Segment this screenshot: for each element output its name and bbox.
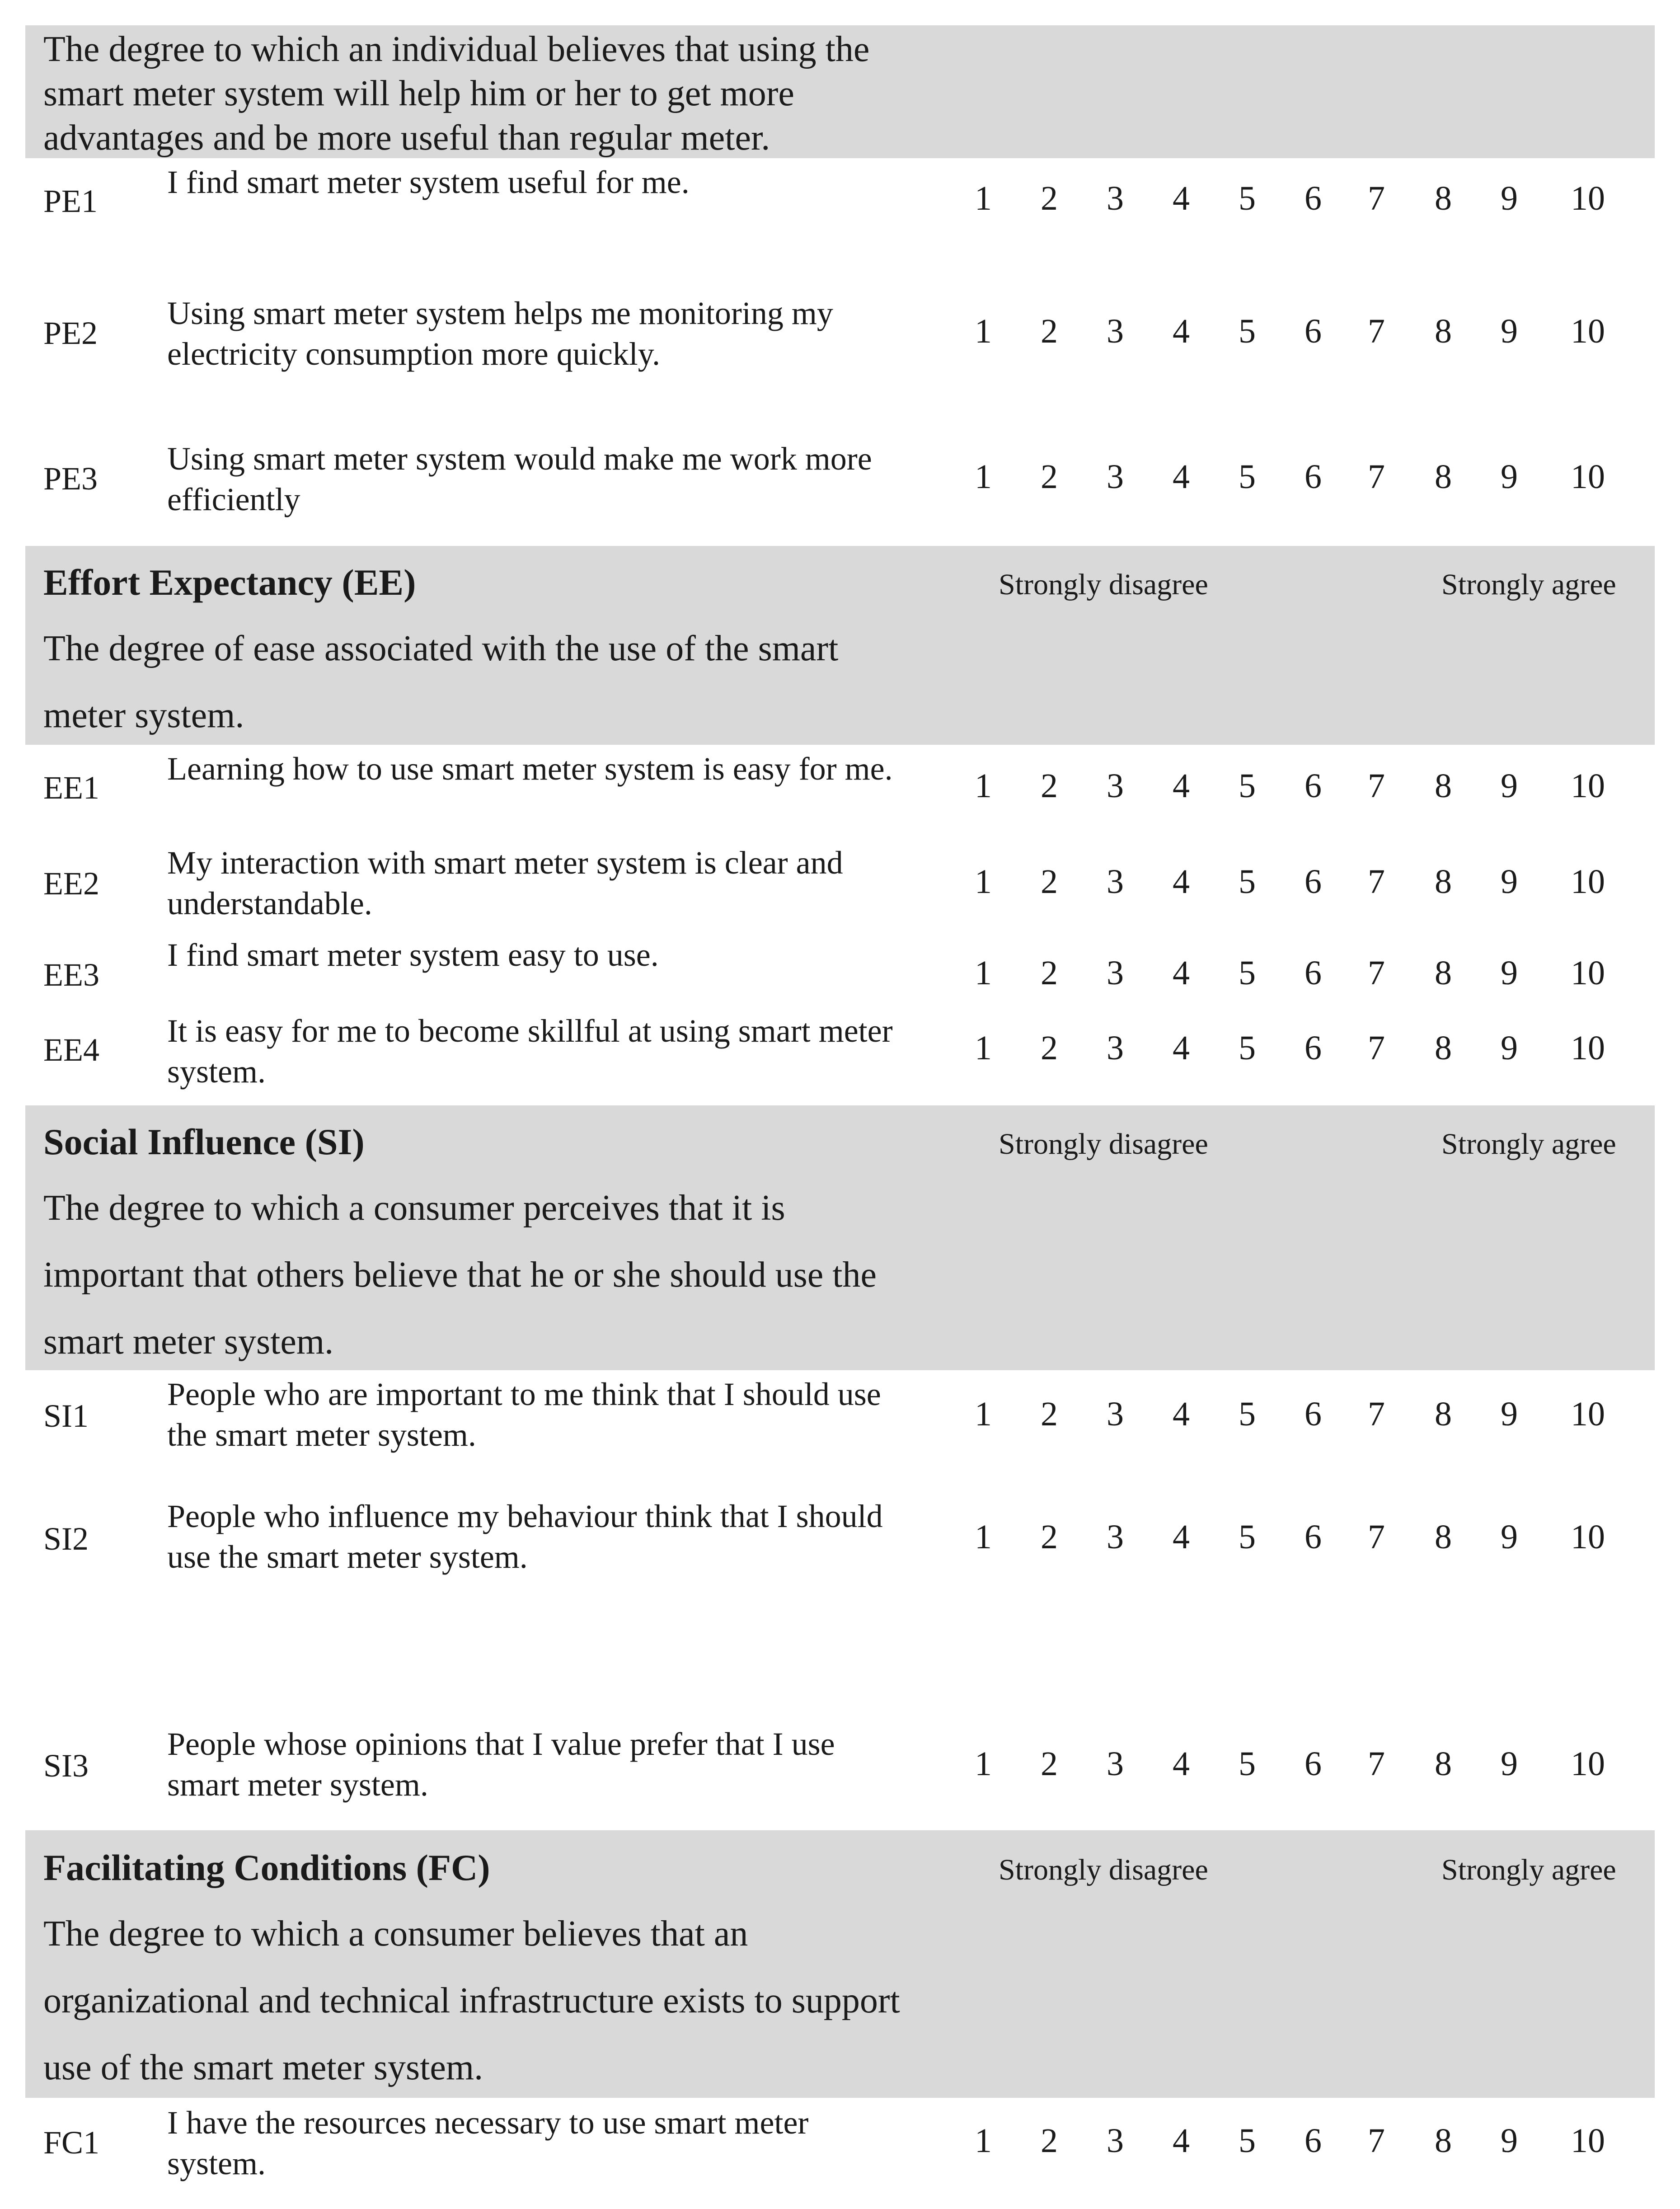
item-statement: I have the resources necessary to use smart meter [167, 2105, 809, 2141]
scale-option-7[interactable]: 7 [1368, 863, 1385, 901]
pe-description-line: smart meter system will help him or her to get more [43, 74, 794, 113]
scale-option-5[interactable]: 5 [1239, 312, 1256, 350]
scale-option-10[interactable]: 10 [1571, 458, 1605, 496]
scale-option-3[interactable]: 3 [1107, 863, 1124, 901]
item-statement: system. [167, 1053, 266, 1090]
scale-option-6[interactable]: 6 [1305, 1518, 1322, 1556]
scale-option-7[interactable]: 7 [1368, 1745, 1385, 1783]
scale-option-6[interactable]: 6 [1305, 767, 1322, 805]
scale-option-1[interactable]: 1 [975, 179, 992, 217]
rating-scale[interactable] [965, 1395, 1670, 1440]
scale-option-2[interactable]: 2 [1041, 2122, 1058, 2160]
scale-label-left: Strongly disagree [999, 1853, 1208, 1886]
scale-option-9[interactable]: 9 [1501, 767, 1518, 805]
scale-option-4[interactable]: 4 [1173, 2122, 1190, 2160]
scale-option-2[interactable]: 2 [1041, 863, 1058, 901]
scale-option-5[interactable]: 5 [1239, 179, 1256, 217]
scale-option-8[interactable]: 8 [1435, 2122, 1452, 2160]
scale-option-6[interactable]: 6 [1305, 1395, 1322, 1433]
scale-label-left: Strongly disagree [999, 568, 1208, 601]
scale-option-8[interactable]: 8 [1435, 1395, 1452, 1433]
scale-option-2[interactable]: 2 [1041, 1029, 1058, 1067]
item-code: EE1 [43, 770, 99, 806]
pe-description-line: advantages and be more useful than regular meter. [43, 118, 770, 158]
scale-option-1[interactable]: 1 [975, 954, 992, 992]
scale-option-6[interactable]: 6 [1305, 312, 1322, 350]
scale-option-8[interactable]: 8 [1435, 458, 1452, 496]
fc-description-line: The degree to which a consumer believes that an [43, 1914, 748, 1954]
scale-label-right: Strongly agree [1441, 568, 1616, 601]
scale-option-2[interactable]: 2 [1041, 767, 1058, 805]
scale-option-7[interactable]: 7 [1368, 312, 1385, 350]
rating-scale[interactable] [965, 954, 1670, 999]
scale-option-5[interactable]: 5 [1239, 1029, 1256, 1067]
scale-option-4[interactable]: 4 [1173, 312, 1190, 350]
item-code: SI3 [43, 1748, 89, 1784]
scale-option-9[interactable]: 9 [1501, 179, 1518, 217]
rating-scale[interactable] [965, 312, 1670, 357]
section-title: Effort Expectancy (EE) [43, 562, 416, 603]
item-statement: smart meter system. [167, 1767, 428, 1803]
scale-option-10[interactable]: 10 [1571, 863, 1605, 901]
scale-option-7[interactable]: 7 [1368, 1029, 1385, 1067]
scale-option-8[interactable]: 8 [1435, 863, 1452, 901]
scale-option-2[interactable]: 2 [1041, 458, 1058, 496]
scale-option-5[interactable]: 5 [1239, 1518, 1256, 1556]
scale-option-10[interactable]: 10 [1571, 2122, 1605, 2160]
item-statement: efficiently [167, 481, 300, 517]
rating-scale[interactable] [965, 2121, 1670, 2167]
scale-option-8[interactable]: 8 [1435, 1029, 1452, 1067]
item-statement: the smart meter system. [167, 1417, 476, 1453]
ee-description-line: The degree of ease associated with the use of the smart [43, 629, 839, 668]
fc-description-line: organizational and technical infrastructure exists to support [43, 1981, 900, 2021]
scale-option-4[interactable]: 4 [1173, 863, 1190, 901]
pe-description-line: The degree to which an individual believes that using the [43, 29, 870, 69]
scale-option-2[interactable]: 2 [1041, 1395, 1058, 1433]
scale-option-7[interactable]: 7 [1368, 458, 1385, 496]
rating-scale[interactable] [965, 862, 1670, 907]
scale-option-9[interactable]: 9 [1501, 458, 1518, 496]
scale-option-9[interactable]: 9 [1501, 1745, 1518, 1783]
scale-option-9[interactable]: 9 [1501, 863, 1518, 901]
scale-option-3[interactable]: 3 [1107, 2122, 1124, 2160]
scale-option-4[interactable]: 4 [1173, 1029, 1190, 1067]
scale-option-8[interactable]: 8 [1435, 1745, 1452, 1783]
scale-option-7[interactable]: 7 [1368, 767, 1385, 805]
scale-option-4[interactable]: 4 [1173, 1745, 1190, 1783]
scale-option-8[interactable]: 8 [1435, 954, 1452, 992]
scale-option-10[interactable]: 10 [1571, 1395, 1605, 1433]
scale-option-3[interactable]: 3 [1107, 179, 1124, 217]
scale-option-2[interactable]: 2 [1041, 1518, 1058, 1556]
item-code: PE2 [43, 315, 98, 351]
scale-option-1[interactable]: 1 [975, 312, 992, 350]
scale-label-left: Strongly disagree [999, 1128, 1208, 1161]
scale-option-5[interactable]: 5 [1239, 2122, 1256, 2160]
item-statement: Using smart meter system would make me work more [167, 441, 872, 477]
scale-option-6[interactable]: 6 [1305, 179, 1322, 217]
item-code: SI1 [43, 1398, 89, 1434]
scale-option-1[interactable]: 1 [975, 863, 992, 901]
scale-option-1[interactable]: 1 [975, 458, 992, 496]
scale-option-7[interactable]: 7 [1368, 179, 1385, 217]
scale-option-10[interactable]: 10 [1571, 1029, 1605, 1067]
scale-option-6[interactable]: 6 [1305, 1029, 1322, 1067]
scale-option-1[interactable]: 1 [975, 767, 992, 805]
scale-option-6[interactable]: 6 [1305, 458, 1322, 496]
si-description-line: important that others believe that he or she should use the [43, 1255, 877, 1295]
scale-option-5[interactable]: 5 [1239, 458, 1256, 496]
scale-option-10[interactable]: 10 [1571, 1518, 1605, 1556]
scale-option-5[interactable]: 5 [1239, 954, 1256, 992]
item-statement: People whose opinions that I value prefer that I use [167, 1726, 835, 1762]
scale-option-3[interactable]: 3 [1107, 458, 1124, 496]
scale-option-10[interactable]: 10 [1571, 312, 1605, 350]
rating-scale[interactable] [965, 179, 1670, 224]
scale-option-2[interactable]: 2 [1041, 179, 1058, 217]
item-statement: I find smart meter system easy to use. [167, 937, 659, 973]
scale-option-1[interactable]: 1 [975, 1745, 992, 1783]
item-statement: Using smart meter system helps me monitoring my [167, 295, 833, 331]
si-description-line: The degree to which a consumer perceives that it is [43, 1188, 785, 1228]
scale-option-4[interactable]: 4 [1173, 767, 1190, 805]
item-code: FC1 [43, 2124, 100, 2161]
scale-option-7[interactable]: 7 [1368, 1518, 1385, 1556]
scale-option-1[interactable]: 1 [975, 1029, 992, 1067]
scale-option-3[interactable]: 3 [1107, 767, 1124, 805]
scale-option-9[interactable]: 9 [1501, 312, 1518, 350]
item-statement: It is easy for me to become skillful at using smart meter [167, 1013, 893, 1049]
scale-option-3[interactable]: 3 [1107, 1395, 1124, 1433]
item-statement: use the smart meter system. [167, 1539, 528, 1575]
scale-option-10[interactable]: 10 [1571, 1745, 1605, 1783]
scale-option-5[interactable]: 5 [1239, 767, 1256, 805]
scale-option-7[interactable]: 7 [1368, 954, 1385, 992]
item-statement: I find smart meter system useful for me. [167, 164, 690, 200]
rating-scale[interactable] [965, 1518, 1670, 1563]
scale-option-3[interactable]: 3 [1107, 312, 1124, 350]
scale-option-10[interactable]: 10 [1571, 954, 1605, 992]
item-statement: People who influence my behaviour think that I should [167, 1498, 883, 1534]
item-statement: system. [167, 2145, 266, 2181]
item-statement: Learning how to use smart meter system is easy for me. [167, 751, 893, 787]
item-statement: People who are important to me think that I should use [167, 1376, 881, 1412]
scale-option-8[interactable]: 8 [1435, 1518, 1452, 1556]
item-statement: understandable. [167, 885, 372, 921]
section-title: Social Influence (SI) [43, 1121, 365, 1162]
scale-option-3[interactable]: 3 [1107, 1029, 1124, 1067]
scale-option-9[interactable]: 9 [1501, 2122, 1518, 2160]
scale-option-7[interactable]: 7 [1368, 2122, 1385, 2160]
scale-option-1[interactable]: 1 [975, 2122, 992, 2160]
ee-description-line: meter system. [43, 696, 244, 735]
item-code: SI2 [43, 1521, 89, 1557]
item-statement: electricity consumption more quickly. [167, 336, 661, 372]
scale-option-8[interactable]: 8 [1435, 179, 1452, 217]
scale-option-8[interactable]: 8 [1435, 767, 1452, 805]
scale-label-right: Strongly agree [1441, 1853, 1616, 1886]
scale-option-4[interactable]: 4 [1173, 954, 1190, 992]
scale-option-6[interactable]: 6 [1305, 863, 1322, 901]
scale-option-5[interactable]: 5 [1239, 1395, 1256, 1433]
scale-option-6[interactable]: 6 [1305, 954, 1322, 992]
scale-option-2[interactable]: 2 [1041, 954, 1058, 992]
scale-option-3[interactable]: 3 [1107, 1518, 1124, 1556]
scale-option-5[interactable]: 5 [1239, 863, 1256, 901]
scale-option-4[interactable]: 4 [1173, 1395, 1190, 1433]
scale-option-9[interactable]: 9 [1501, 1029, 1518, 1067]
fc-description-line: use of the smart meter system. [43, 2048, 483, 2087]
scale-option-1[interactable]: 1 [975, 1518, 992, 1556]
item-code: EE4 [43, 1032, 99, 1068]
scale-option-9[interactable]: 9 [1501, 1518, 1518, 1556]
scale-option-6[interactable]: 6 [1305, 2122, 1322, 2160]
rating-scale[interactable] [965, 766, 1670, 812]
scale-option-10[interactable]: 10 [1571, 179, 1605, 217]
scale-option-3[interactable]: 3 [1107, 1745, 1124, 1783]
rating-scale[interactable] [965, 1029, 1670, 1074]
item-code: EE3 [43, 957, 99, 993]
scale-option-9[interactable]: 9 [1501, 954, 1518, 992]
scale-option-9[interactable]: 9 [1501, 1395, 1518, 1433]
scale-option-1[interactable]: 1 [975, 1395, 992, 1433]
scale-label-right: Strongly agree [1441, 1128, 1616, 1161]
rating-scale[interactable] [965, 1744, 1670, 1790]
scale-option-2[interactable]: 2 [1041, 312, 1058, 350]
scale-option-6[interactable]: 6 [1305, 1745, 1322, 1783]
si-description-line: smart meter system. [43, 1322, 334, 1362]
item-code: EE2 [43, 865, 99, 902]
scale-option-10[interactable]: 10 [1571, 767, 1605, 805]
scale-option-2[interactable]: 2 [1041, 1745, 1058, 1783]
scale-option-7[interactable]: 7 [1368, 1395, 1385, 1433]
section-title: Facilitating Conditions (FC) [43, 1847, 490, 1888]
item-code: PE1 [43, 183, 98, 219]
questionnaire-page [25, 25, 1655, 2186]
rating-scale[interactable] [965, 457, 1670, 503]
scale-option-4[interactable]: 4 [1173, 179, 1190, 217]
item-statement: My interaction with smart meter system is clear and [167, 845, 843, 881]
scale-option-3[interactable]: 3 [1107, 954, 1124, 992]
item-code: PE3 [43, 461, 98, 497]
scale-option-4[interactable]: 4 [1173, 458, 1190, 496]
scale-option-5[interactable]: 5 [1239, 1745, 1256, 1783]
scale-option-4[interactable]: 4 [1173, 1518, 1190, 1556]
scale-option-8[interactable]: 8 [1435, 312, 1452, 350]
